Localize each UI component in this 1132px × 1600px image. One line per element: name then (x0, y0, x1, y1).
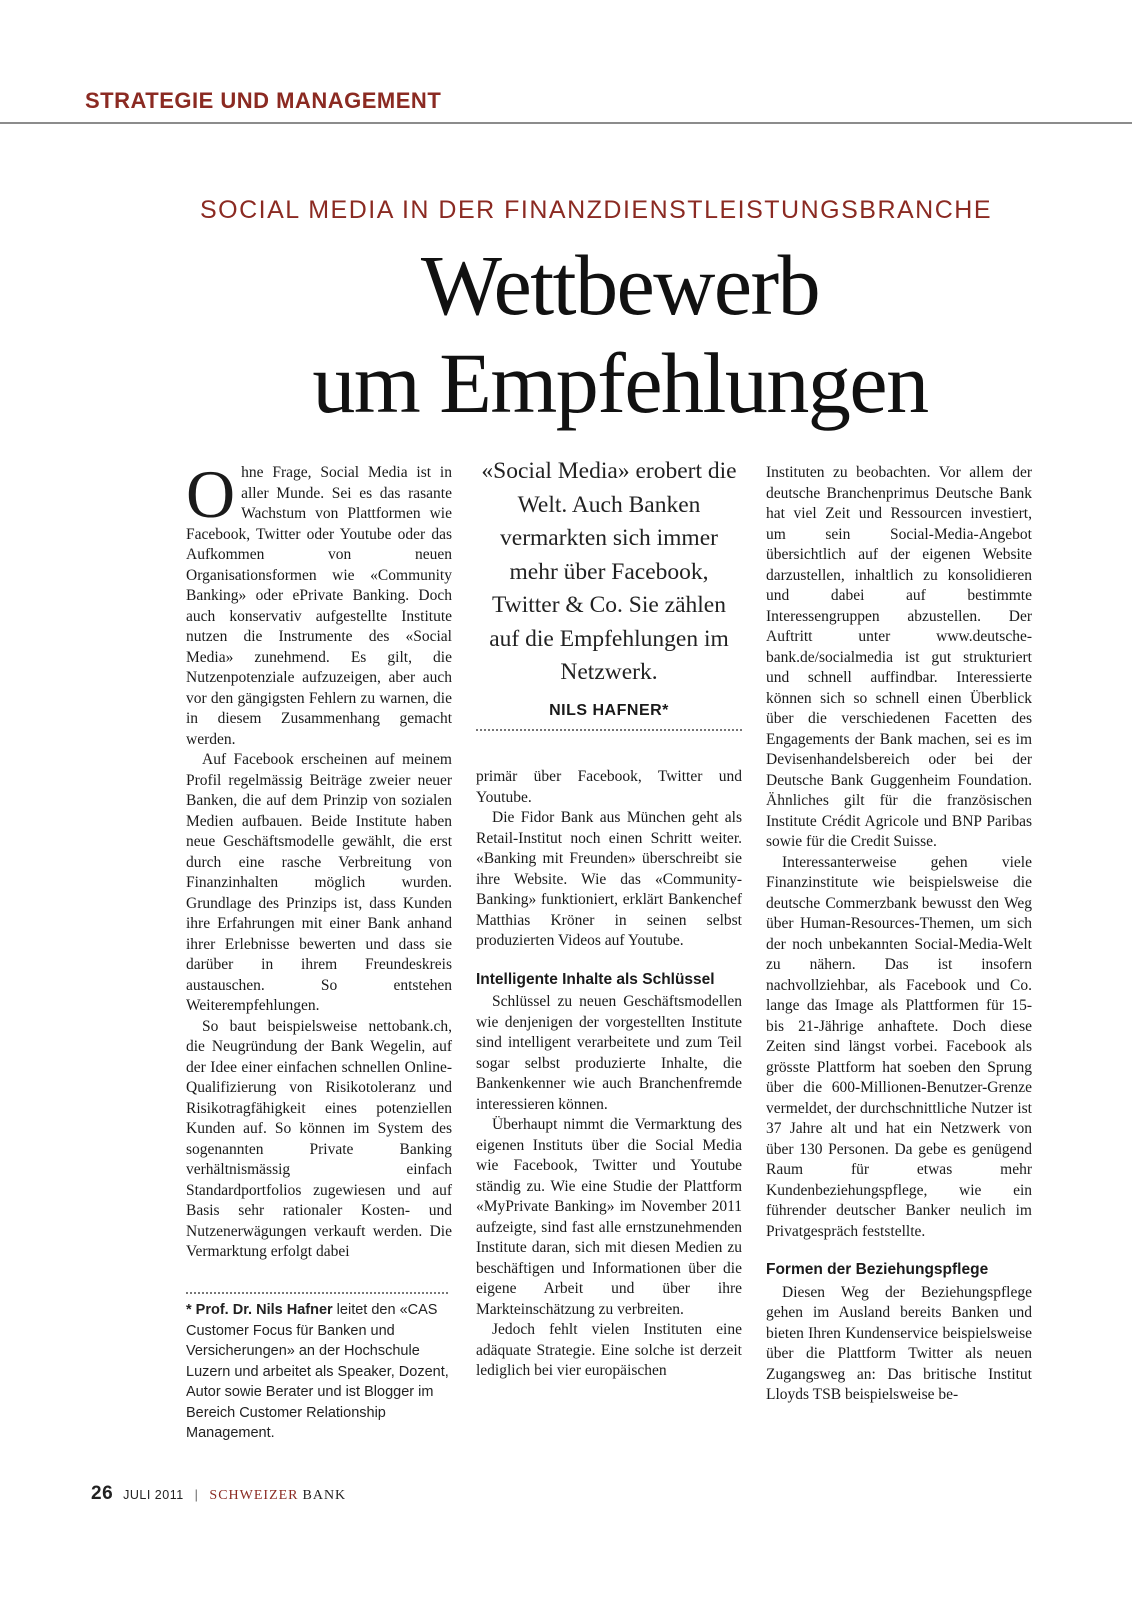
footer-separator: | (194, 1488, 199, 1502)
paragraph (186, 456, 452, 750)
issue-date: JULI 2011 (123, 1488, 184, 1502)
subheading: Formen der Beziehungspflege (766, 1261, 989, 1278)
drop-cap: O (186, 456, 236, 532)
paragraph: Instituten zu beobachten. Vor allem der deutsche Branchenprimus Deutsche Bank hat viel Zeit und Ressourcen investiert, um sein Social-Media-Angebot übersichtlich auf der eigenen Website darzustellen, inhaltlich zu konsolidieren und dabei auf bestimmte Interessengruppen abzustellen. Der Auftritt unter www.deutsche-bank.de/socialmedia ist gut strukturiert und schnell auffindbar. Interessierte können sich so schnell einen Überblick über die verschiedenen Facetten des Engagements der Bank machen, sei es im Devisenhandelsbereich oder bei der Deutsche Bank Guggenheim Foundation. Ähnliches gilt für die französischen Institute Crédit Agricole und BNP Paribas sowie für die Credit Suisse. (766, 464, 1032, 850)
subheading: Intelligente Inhalte als Schlüssel (476, 970, 715, 988)
paragraph: Überhaupt nimmt die Vermarktung des eigenen Instituts über die Social Media wie Facebook, Twitter und Youtube ständig zu. Wie eine Studie der Plattform «MyPrivate Banking» im November 2011 aufzeigte, sind fast alle ernstzunehmenden Institute daran, sich mit diesen Medien zu beschäftigen und Informationen über die eigene Arbeit und über ihre Markteinschätzung zu verbreiten. (476, 1116, 742, 1318)
article-kicker: SOCIAL MEDIA IN DER FINANZDIENSTLEISTUNGSBRANCHE (199, 196, 993, 224)
header-rule (0, 122, 1132, 124)
footnote-author: * Prof. Dr. Nils Hafner (186, 1302, 333, 1318)
paragraph-text: hne Frage, Social Media ist in aller Munde. Sei es das rasante Wachstum von Plattformen wie Facebook, Twitter oder Youtube oder das Aufkommen von neuen Organisationsformen wie «Community Banking» oder ePrivate Banking. Doch auch konservativ aufgestellte Institute nutzen die Instrumente des «Social Media» zunehmend. Es gilt, die Nutzenpotenziale aufzuzeigen, aber auch vor den gängigsten Fehlern zu warnen, die in diesem Zusammenhang gemacht werden. (186, 464, 452, 748)
page-number: 26 (91, 1483, 114, 1504)
article-column-3 (766, 463, 1032, 1406)
article-lead: «Social Media» erobert die Welt. Auch Banken vermarkten sich immer mehr über Facebook, Twitter & Co. Sie zählen auf die Empfehlungen im Netzwerk. (481, 458, 737, 685)
headline-line-1: Wettbewerb (420, 237, 820, 333)
headline-line-2: um Empfehlungen (312, 335, 928, 431)
lead-divider (476, 729, 742, 731)
paragraph: Die Fidor Bank aus München geht als Retail-Institut noch einen Schritt weiter. «Banking mit Freunden» überschreibt sie ihre Website. Wie das «Community-Banking» funktioniert, erklärt Bankenchef Matthias Kröner in seinen selbst produzierten Videos auf Youtube. (476, 809, 742, 949)
paragraph: Diesen Weg der Beziehungspflege gehen im Ausland bereits Banken und bieten Ihren Kundenservice beispielsweise über die Plattform Twitter als neuen Zugangsweg an: Das britische Institut Lloyds TSB beispielsweise be- (766, 1283, 1032, 1403)
paragraph: Auf Facebook erscheinen auf meinem Profil regelmässig Beiträge zweier neuer Banken, die auf dem Prinzip von sozialen Medien aufbauen. Beide Institute haben neue Geschäftsmodelle gewählt, die erst durch eine rasche Verbreitung von Finanzinhalten möglich wurden. Grundlage des Prinzips ist, dass Kunden ihre Erfahrungen mit einer Bank anhand ihrer Erlebnisse bewerten und dass sie darüber in ihrem Freundeskreis austauschen. So entstehen Weiterempfehlungen. (186, 751, 452, 1014)
brand-name-part1: SCHWEIZER (209, 1488, 299, 1503)
article-byline: NILS HAFNER* (549, 702, 669, 719)
article-column-2 (476, 767, 742, 1382)
footnote-text: leitet den «CAS Customer Focus für Banken und Versicherungen» an der Hochschule Luzern und arbeitet als Speaker, Dozent, Autor sowie Berater und ist Blogger im Bereich Customer Relationship Management. (186, 1302, 449, 1441)
article-headline (180, 236, 1060, 432)
brand-name-part2: BANK (302, 1488, 347, 1503)
section-label: STRATEGIE UND MANAGEMENT (85, 88, 442, 113)
paragraph: Interessanterweise gehen viele Finanzinstitute wie beispielsweise die deutsche Commerzbank bewusst den Weg über Human-Resources-Themen, um sich der noch unbekannten Social-Media-Welt zu nähern. Das ist insofern nachvollziehbar, als Facebook und Co. lange das Image als Plattformen für 15- bis 21-Jährige anhaftete. Doch diese Zeiten sind längst vorbei. Facebook als grösste Plattform hat soeben den Sprung über die 600-Millionen-Benutzer-Grenze vermeldet, der durchschnittliche Nutzer ist 37 Jahre alt und hat ein Netzwerk von über 130 Personen. Da gebe es genügend Raum für etwas mehr Kundenbeziehungspflege, wie ein führender deutscher Banker neulich im Privatgespräch feststellte. (766, 853, 1032, 1240)
article-column-1 (186, 456, 452, 1263)
paragraph: primär über Facebook, Twitter und Youtube. (476, 768, 742, 806)
paragraph: Jedoch fehlt vielen Instituten eine adäquate Strategie. Eine solche ist derzeit lediglich bei vier europäischen (476, 1321, 742, 1379)
page-footer (91, 1483, 346, 1505)
paragraph: Schlüssel zu neuen Geschäftsmodellen wie denjenigen der vorgestellten Institute sind intelligent verarbeitete und zum Teil sogar selbst produzierte Inhalte, die Bankenkenner wie auch Branchenfremde interessieren können. (476, 993, 742, 1113)
author-footnote (186, 1300, 450, 1444)
paragraph: So baut beispielsweise nettobank.ch, die Neugründung der Bank Wegelin, auf der Idee einer einfachen schnellen Online-Qualifizierung von Risikotoleranz und Risikotragfähigkeit eines potenziellen Kunden auf. So können im System des sogenannten Private Banking verhältnismässig einfach Standardportfolios zugewiesen und auf Basis sehr rationaler Kosten- und Nutzenerwägungen verkauft werden. Die Vermarktung erfolgt dabei (186, 1017, 452, 1260)
footnote-divider (186, 1292, 448, 1294)
